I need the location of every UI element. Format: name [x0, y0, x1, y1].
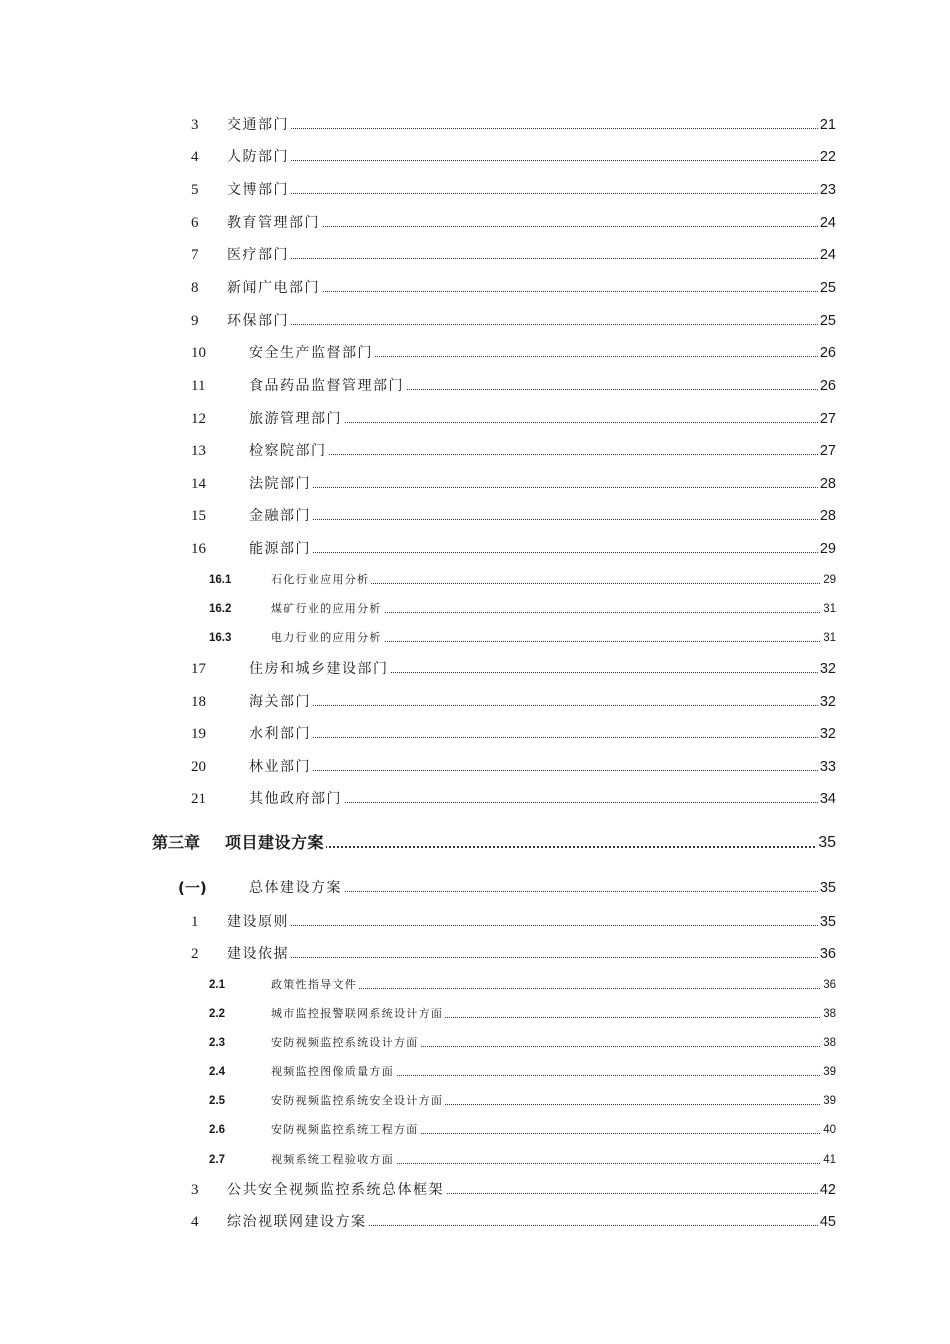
toc-leader-dots [250, 737, 834, 738]
toc-entry-title: 煤矿行业的应用分析 [271, 597, 384, 621]
toc-entry[interactable] [0, 942, 950, 966]
toc-entry-title: 水利部门 [249, 722, 313, 746]
toc-entry-number: 2.5 [209, 1095, 225, 1107]
toc-entry[interactable] [0, 755, 950, 779]
toc-entry-page: 36 [818, 942, 836, 966]
toc-entry-number: 9 [191, 313, 199, 329]
toc-entry-page: 32 [818, 657, 836, 681]
toc-leader-dots [228, 160, 834, 161]
toc-entry-title: 视频系统工程验收方面 [271, 1148, 396, 1172]
toc-entry-title: 视频监控图像质量方面 [271, 1060, 396, 1084]
toc-entry-title: 电力行业的应用分析 [271, 626, 384, 650]
toc-entry-page: 31 [821, 626, 836, 650]
toc-entry-title: 安全生产监督部门 [249, 341, 375, 365]
toc-entry-title: 公共安全视频监控系统总体框架 [227, 1178, 446, 1202]
toc-leader-dots [250, 705, 834, 706]
toc-entry-page: 38 [821, 1002, 836, 1026]
toc-subentry[interactable] [0, 973, 950, 997]
toc-entry-number: 15 [191, 508, 206, 524]
toc-entry-page: 35 [818, 910, 836, 934]
toc-entry[interactable] [0, 145, 950, 169]
toc-section-title: 总体建设方案 [249, 876, 344, 900]
toc-entry-title: 教育管理部门 [227, 211, 322, 235]
toc-entry-page: 41 [821, 1148, 836, 1172]
toc-entry-number: 14 [191, 476, 206, 492]
toc-entry-title: 医疗部门 [227, 243, 291, 267]
toc-subentry[interactable] [0, 597, 950, 621]
toc-entry-page: 25 [818, 276, 836, 300]
toc-entry-title: 文博部门 [227, 178, 291, 202]
toc-entry-number: 2 [191, 946, 199, 962]
toc-entry-title: 建设依据 [227, 942, 291, 966]
toc-entry[interactable] [0, 472, 950, 496]
toc-entry-title: 海关部门 [249, 690, 313, 714]
toc-entry-title: 法院部门 [249, 472, 313, 496]
toc-entry-title: 检察院部门 [249, 439, 329, 463]
toc-entry-page: 23 [818, 178, 836, 202]
toc-entry[interactable] [0, 722, 950, 746]
toc-entry-title: 交通部门 [227, 113, 291, 137]
toc-chapter-title: 项目建设方案 [225, 831, 326, 855]
toc-entry-title: 城市监控报警联网系统设计方面 [271, 1002, 445, 1026]
toc-subentry[interactable] [0, 626, 950, 650]
toc-entry[interactable] [0, 341, 950, 365]
toc-entry-title: 金融部门 [249, 504, 313, 528]
toc-entry-number: 6 [191, 215, 199, 231]
toc-entry-page: 33 [818, 755, 836, 779]
toc-chapter[interactable] [0, 831, 950, 855]
toc-leader-dots [228, 258, 834, 259]
toc-entry-page: 27 [818, 407, 836, 431]
toc-entry-page: 27 [818, 439, 836, 463]
toc-entry[interactable] [0, 537, 950, 561]
toc-entry-number: 17 [191, 661, 206, 677]
toc-entry-number: 3 [191, 1182, 199, 1198]
toc-entry-title: 林业部门 [249, 755, 313, 779]
toc-entry[interactable] [0, 309, 950, 333]
toc-entry-number: 5 [191, 182, 199, 198]
toc-entry[interactable] [0, 690, 950, 714]
toc-entry[interactable] [0, 374, 950, 398]
toc-leader-dots [228, 128, 834, 129]
toc-entry-title: 住房和城乡建设部门 [249, 657, 391, 681]
toc-entry-title: 建设原则 [227, 910, 291, 934]
toc-entry-page: 29 [821, 568, 836, 592]
toc-entry-page: 38 [821, 1031, 836, 1055]
toc-entry[interactable] [0, 1210, 950, 1234]
toc-entry[interactable] [0, 504, 950, 528]
toc-leader-dots [250, 487, 834, 488]
toc-entry-page: 40 [821, 1118, 836, 1142]
toc-chapter-number: 第三章 [152, 833, 201, 852]
toc-entry[interactable] [0, 910, 950, 934]
toc-entry-page: 26 [818, 374, 836, 398]
toc-entry-title: 安防视频监控系统设计方面 [271, 1031, 421, 1055]
toc-leader-dots [250, 552, 834, 553]
toc-entry-number: 18 [191, 694, 206, 710]
toc-entry-number: 4 [191, 1214, 199, 1230]
toc-entry[interactable] [0, 211, 950, 235]
toc-entry-page: 35 [818, 876, 836, 900]
toc-entry-page: 25 [818, 309, 836, 333]
toc-entry-number: 2.4 [209, 1066, 225, 1078]
toc-entry-number: 21 [191, 791, 206, 807]
toc-entry-page: 28 [818, 472, 836, 496]
toc-subentry[interactable] [0, 568, 950, 592]
toc-entry-title: 综治视联网建设方案 [227, 1210, 369, 1234]
toc-entry-page: 32 [818, 690, 836, 714]
toc-entry-number: 20 [191, 759, 206, 775]
toc-entry-title: 政策性指导文件 [271, 973, 359, 997]
toc-entry-number: 7 [191, 247, 199, 263]
toc-entry-title: 安防视频监控系统工程方面 [271, 1118, 421, 1142]
toc-subentry[interactable] [0, 1031, 950, 1055]
toc-entry-number: 2.7 [209, 1154, 225, 1166]
toc-entry-number: 2.3 [209, 1037, 225, 1049]
toc-entry-page: 24 [818, 243, 836, 267]
toc-entry-page: 36 [821, 973, 836, 997]
toc-entry-page: 31 [821, 597, 836, 621]
toc-entry-number: 3 [191, 117, 199, 133]
toc-subentry[interactable] [0, 1002, 950, 1026]
toc-subentry[interactable] [0, 1089, 950, 1113]
toc-entry-number: 11 [191, 378, 206, 394]
toc-leader-dots [228, 324, 834, 325]
toc-entry-number: 16 [191, 541, 206, 557]
toc-entry-title: 新闻广电部门 [227, 276, 322, 300]
toc-entry-title: 人防部门 [227, 145, 291, 169]
toc-entry-number: 16.3 [209, 632, 232, 644]
toc-entry[interactable] [0, 407, 950, 431]
toc-leader-dots [250, 454, 834, 455]
toc-entry-page: 35 [816, 831, 836, 855]
toc-entry-title: 石化行业应用分析 [271, 568, 371, 592]
toc-subentry[interactable] [0, 1060, 950, 1084]
toc-leader-dots [228, 925, 834, 926]
toc-entry-title: 旅游管理部门 [249, 407, 344, 431]
toc-entry-page: 26 [818, 341, 836, 365]
toc-entry-number: 16.1 [209, 574, 232, 586]
toc-entry-page: 39 [821, 1060, 836, 1084]
toc-entry[interactable] [0, 439, 950, 463]
toc-entry-page: 34 [818, 787, 836, 811]
toc-entry-number: 2.1 [209, 979, 225, 991]
toc-entry-number: 16.2 [209, 603, 232, 615]
toc-subentry[interactable] [0, 1118, 950, 1142]
toc-entry-number: 2.6 [209, 1124, 225, 1136]
toc-section[interactable] [0, 876, 950, 900]
toc-section-number: (一) [178, 879, 207, 897]
toc-entry-number: 2.2 [209, 1008, 225, 1020]
toc-entry-title: 食品药品监督管理部门 [249, 374, 406, 398]
toc-entry[interactable] [0, 1178, 950, 1202]
toc-entry-number: 10 [191, 345, 206, 361]
toc-entry-title: 安防视频监控系统安全设计方面 [271, 1089, 445, 1113]
toc-entry-page: 22 [818, 145, 836, 169]
toc-entry[interactable] [0, 657, 950, 681]
toc-leader-dots [228, 193, 834, 194]
toc-entry-number: 13 [191, 443, 206, 459]
toc-leader-dots [228, 957, 834, 958]
toc-leader-dots [250, 770, 834, 771]
toc-entry-page: 39 [821, 1089, 836, 1113]
toc-entry-page: 45 [818, 1210, 836, 1234]
toc-entry-page: 24 [818, 211, 836, 235]
toc-entry-number: 8 [191, 280, 199, 296]
toc-entry-number: 12 [191, 411, 206, 427]
toc-entry-page: 28 [818, 504, 836, 528]
toc-entry-number: 4 [191, 149, 199, 165]
toc-subentry[interactable] [0, 1148, 950, 1172]
toc-entry[interactable] [0, 243, 950, 267]
toc-entry[interactable] [0, 178, 950, 202]
toc-entry-page: 42 [818, 1178, 836, 1202]
toc-entry-page: 32 [818, 722, 836, 746]
toc-entry[interactable] [0, 113, 950, 137]
toc-entry-number: 19 [191, 726, 206, 742]
toc-entry-page: 29 [818, 537, 836, 561]
toc-entry-title: 其他政府部门 [249, 787, 344, 811]
toc-entry-title: 环保部门 [227, 309, 291, 333]
toc-leader-dots [250, 519, 834, 520]
toc-entry[interactable] [0, 276, 950, 300]
toc-entry[interactable] [0, 787, 950, 811]
toc-entry-page: 21 [818, 113, 836, 137]
toc-entry-title: 能源部门 [249, 537, 313, 561]
toc-entry-number: 1 [191, 914, 199, 930]
